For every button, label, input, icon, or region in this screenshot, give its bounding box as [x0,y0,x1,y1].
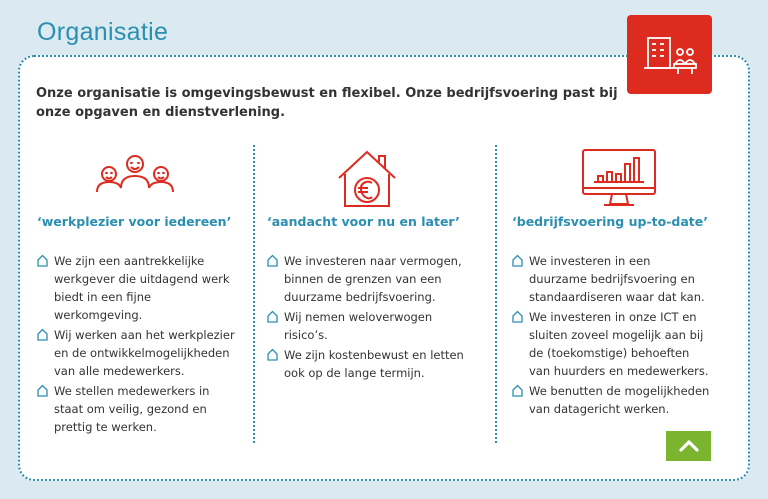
bullet-list [267,252,467,384]
intro-text: Onze organisatie is omgevingsbewust en flexibel. Onze bedrijfsvoering past bij onze opgaven en dienstverlening. [36,86,618,120]
house-bullet-icon [512,254,523,267]
list-item: We zijn kostenbewust en letten ook op de lange termijn. [267,346,467,382]
house-bullet-icon [267,254,278,267]
house-bullet-icon [512,310,523,323]
column-heading: ‘werkplezier voor iedereen’ [37,214,232,229]
list-item: We investeren naar vermogen, binnen de grenzen van een duurzame bedrijfsvoering. [267,252,467,306]
section-badge [627,15,712,94]
page-title: Organisatie [37,18,169,46]
house-bullet-icon [267,310,278,323]
monitor-bar-chart-icon [580,148,658,210]
list-item: Wij nemen weloverwogen risico’s. [267,308,467,344]
bullet-list [512,252,712,420]
list-item: We investeren in een duurzame bedrijfsvoering en standaardiseren waar dat kan. [512,252,712,306]
chevron-up-icon [678,439,700,453]
house-bullet-icon [37,328,48,341]
people-group-icon [95,148,175,198]
house-bullet-icon [37,384,48,397]
list-item: We investeren in onze ICT en sluiten zoveel mogelijk aan bij de (toekomstige) behoeften van huurders en medewerkers. [512,308,712,380]
house-bullet-icon [37,254,48,267]
back-to-top-button[interactable] [666,431,711,461]
column-divider [253,145,255,443]
house-bullet-icon [512,384,523,397]
list-item: Wij werken aan het werkplezier en de ontwikkelmogelijkheden van alle medewerkers. [37,326,237,380]
column-heading: ‘aandacht voor nu en later’ [267,214,460,229]
list-item: We benutten de mogelijkheden van datagericht werken. [512,382,712,418]
column-divider [495,145,497,443]
bullet-list [37,252,237,438]
column-heading: ‘bedrijfsvoering up-to-date’ [512,214,708,229]
house-bullet-icon [267,348,278,361]
list-item: We zijn een aantrekkelijke werkgever die uitdagend werk biedt in een fijne werkomgeving. [37,252,237,324]
house-euro-icon [335,148,399,212]
list-item: We stellen medewerkers in staat om veilig, gezond en prettig te werken. [37,382,237,436]
office-building-meeting-icon [642,30,698,80]
